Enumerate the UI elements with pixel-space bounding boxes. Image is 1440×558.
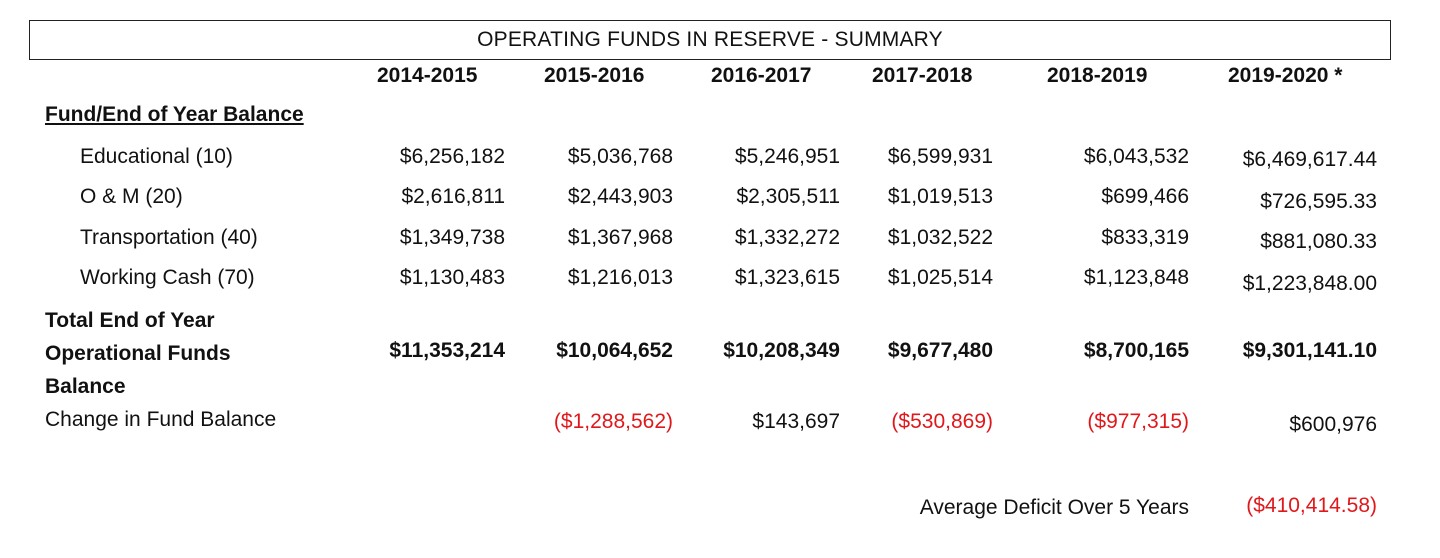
table-cell: $2,616,811 xyxy=(401,185,505,208)
year-header: 2017-2018 xyxy=(872,64,973,87)
table-cell: $1,130,483 xyxy=(399,266,505,289)
total-cell: $10,064,652 xyxy=(556,339,673,362)
table-cell: $2,443,903 xyxy=(567,185,673,208)
table-cell: $6,599,931 xyxy=(887,145,993,168)
change-cell-negative: ($530,869) xyxy=(891,410,993,433)
table-cell: $1,223,848.00 xyxy=(1242,272,1377,295)
table-cell: $1,367,968 xyxy=(567,226,673,249)
year-header: 2014-2015 xyxy=(377,64,478,87)
table-cell: $1,216,013 xyxy=(567,266,673,289)
change-cell: $600,976 xyxy=(1289,413,1377,436)
total-cell: $9,677,480 xyxy=(887,339,993,362)
average-label: Average Deficit Over 5 Years xyxy=(919,496,1189,519)
fund-label-transportation: Transportation (40) xyxy=(80,226,258,249)
total-label-line: Operational Funds xyxy=(45,342,231,365)
total-label-line: Balance xyxy=(45,375,126,398)
fund-label-working-cash: Working Cash (70) xyxy=(80,266,255,289)
change-cell: $143,697 xyxy=(752,410,840,433)
table-cell: $1,019,513 xyxy=(887,185,993,208)
table-cell: $1,025,514 xyxy=(887,266,993,289)
change-cell-negative: ($1,288,562) xyxy=(553,410,673,433)
table-cell: $1,123,848 xyxy=(1083,266,1189,289)
total-label xyxy=(45,304,231,403)
table-cell: $699,466 xyxy=(1101,185,1189,208)
total-cell: $10,208,349 xyxy=(723,339,840,362)
fund-label-om: O & M (20) xyxy=(80,185,183,208)
total-cell: $8,700,165 xyxy=(1083,339,1189,362)
table-cell: $6,469,617.44 xyxy=(1242,148,1377,171)
total-cell: $9,301,141.10 xyxy=(1242,339,1377,362)
year-header: 2015-2016 xyxy=(544,64,645,87)
table-cell: $726,595.33 xyxy=(1260,190,1377,213)
table-cell: $833,319 xyxy=(1101,226,1189,249)
table-cell: $881,080.33 xyxy=(1260,230,1377,253)
average-value: ($410,414.58) xyxy=(1246,494,1377,517)
table-cell: $5,246,951 xyxy=(734,145,840,168)
table-title: OPERATING FUNDS IN RESERVE - SUMMARY xyxy=(29,20,1391,60)
table-cell: $6,043,532 xyxy=(1083,145,1189,168)
change-label: Change in Fund Balance xyxy=(45,408,277,431)
year-header: 2016-2017 xyxy=(711,64,812,87)
section-heading: Fund/End of Year Balance xyxy=(45,103,304,126)
table-cell: $1,349,738 xyxy=(399,226,505,249)
table-cell: $6,256,182 xyxy=(399,145,505,168)
year-header: 2019-2020 * xyxy=(1228,64,1343,87)
table-cell: $1,032,522 xyxy=(887,226,993,249)
fund-label-educational: Educational (10) xyxy=(80,145,233,168)
table-cell: $2,305,511 xyxy=(736,185,840,208)
total-label-line: Total End of Year xyxy=(45,309,215,332)
table-cell: $1,323,615 xyxy=(734,266,840,289)
table-cell: $5,036,768 xyxy=(567,145,673,168)
total-cell: $11,353,214 xyxy=(389,339,505,362)
table-cell: $1,332,272 xyxy=(734,226,840,249)
year-header: 2018-2019 xyxy=(1047,64,1148,87)
change-cell-negative: ($977,315) xyxy=(1087,410,1189,433)
